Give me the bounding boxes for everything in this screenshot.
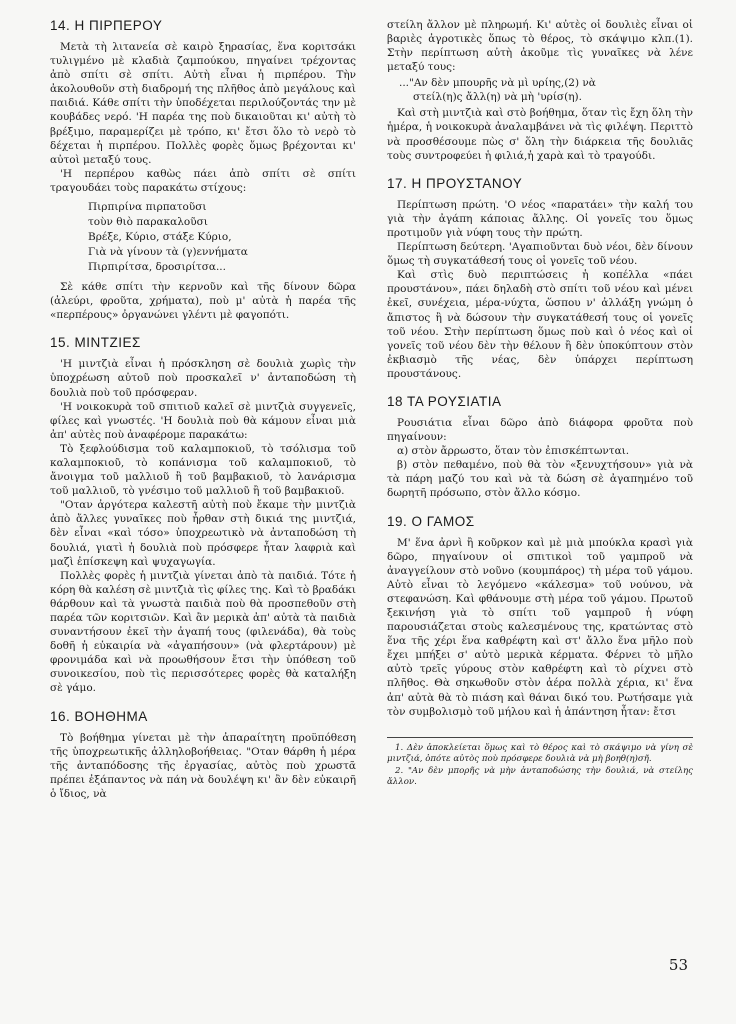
paragraph: α) στὸν ἄρρωστο, ὅταν τὸν ἐπισκέπτωνται.: [397, 445, 630, 458]
verse-line: Πιρπιρίτσα, δροσιρίτσα...: [88, 261, 226, 274]
section-17: [387, 176, 693, 381]
section-18: [387, 394, 693, 501]
paragraph: Πολλὲς φορὲς ἡ μιντζιὰ γίνεται ἀπὸ τὰ παιδιά. Τότε ἡ κόρη θὰ καλέση σὲ μιντζιὰ τὶς φίλες της. Καὶ τὸ βραδάκι θάρθουν καὶ τὰ γνωστὰ παιδιὰ ποὺ θὰ προσπεθοῦν στὴ παρέα τῶν κοριτσιῶν. Καὶ ἂν μερικὰ ἀπ' αὐτὰ τὰ παιδιὰ συναντήσουν ἐκεῖ τὴν ἀγαπή τους (φιλενάδα), θὰ τοὺς δοθῆ ἡ εὐκαιρία νὰ «ἀγαπήσουν» (νὰ φλερτάρουν) μὲ φρονιμάδα καὶ νὰ προωθήσουν ἔτσι τὴν ὑπόθεση τοῦ συνοικεσίου, ποὺ τὶς περισσότερες φορὲς θὰ καταλήξη σὲ γάμο.: [50, 569, 356, 695]
paragraph: Περίπτωση δεύτερη. 'Αγαπιοῦνται δυὸ νέοι, δὲν δίνουν ὅμως τὴ συγκατάθεσή τους οἱ γονεῖς τοῦ νέου.: [387, 241, 693, 268]
paragraph: β) στὸν πεθαμένο, ποὺ θὰ τὸν «ξενυχτήσουν» γιὰ νὰ τὰ πάρη μαζύ του καὶ νὰ τὰ δώση σὲ ἀγαπημένο τοῦ δωρητῆ πρόσωπο, στὸν ἄλλο κόσμο.: [387, 459, 693, 500]
right-column: [387, 18, 693, 789]
quote-line: ..."Αν δὲν μπουρῆς νὰ μὶ υρίης,(2) νὰ: [399, 77, 596, 90]
section-16: [50, 709, 356, 801]
section-15: [50, 335, 356, 695]
paragraph: Ρουσιάτια εἶναι δῶρο ἀπὸ διάφορα φροῦτα ποὺ πηγαίνουν:: [387, 416, 693, 444]
quote-line: στείλ(η)ς ἄλλ(η) νὰ μὴ 'υρίσ(η).: [413, 91, 582, 104]
section-title: 18 ΤΑ ΡΟΥΣΙΑΤΙΑ: [387, 393, 502, 409]
paragraph: Μ' ἕνα ἀρνὶ ἢ κοῦρκον καὶ μὲ μιὰ μπούκλα κρασὶ γιὰ δῶρο, πηγαίνουν οἱ σπιτικοὶ τοῦ γαμπροῦ νὰ ἀναγγείλουν στὸ νοῦνο (κουμπάρος) τὴ μέρα τοῦ γάμου. Αὐτὸ εἶναι τὸ λεγόμενο «κάλεσμα» τοῦ νούνου, νὰ στεφανώση. Καὶ φθάνουμε στὴ μέρα τοῦ γάμου. Πρωτοῦ ξεκινήση γιὰ τὸ σπίτι τοῦ γαμπροῦ ἡ νύφη παρουσιάζεται στοὺς καλεσμένους της, κρατώντας στὸ ἕνα τῆς χέρι ἕνα καθρέφτη καὶ στ' ἄλλο ἕνα μῆλο ποὺ ἔχει μπήξει σ' αὐτὸ μερικὰ κέρματα. Φέρνει τὸ μῆλο αὐτὸ τρεῖς γύρους στὸν καθρέφτη καὶ τὸ ρίχνει στὸ πλῆθος. Θὰ σηκωθοῦν στὸν ἀέρα πολλὰ χέρια, κι' ἕνα ἀπ' αὐτὰ θὰ τὸ πιάση καὶ θάναι δικό του. Ρωτήσαμε γιὰ τὸν συμβολισμὸ τοῦ μήλου καὶ ἡ ἀπάντηση ἦταν: ἔτσι: [387, 536, 693, 718]
section-title: 14. Η ΠΙΡΠΕΡΟΥ: [50, 18, 163, 33]
section-19: [387, 514, 693, 719]
paragraph: 'Η νοικοκυρὰ τοῦ σπιτιοῦ καλεῖ σὲ μιντζιὰ συγγενεῖς, φίλες καὶ γνωστές. 'Η δουλιὰ ποὺ θὰ κάμουν εἶναι μιὰ ἀπ' αὐτὲς ποὺ ἀναφέρομε παρακάτω:: [50, 400, 356, 441]
paragraph: Περίπτωση πρώτη. 'Ο νέος «παρατάει» τὴν καλή του γιὰ τὴν ἀγάπη κάποιας ἄλλης. Οἱ γονεῖς του ὅμως προτιμοῦν γιὰ νύφη τους τὴν πρώτη.: [387, 198, 693, 239]
paragraph: Μετὰ τὴ λιτανεία σὲ καιρὸ ξηρασίας, ἕνα κοριτσάκι τυλιγμένο μὲ κλαδιὰ ζαμπούκου, πηγαίνει τρέχοντας ἀπὸ σπίτι σὲ σπίτι. Αὐτὴ εἶναι ἡ πιρπέρου. Τὴν ἀκολουθοῦν στὴ διαδρομή της πλῆθος ἀπὸ μεγάλους καὶ παιδιά. Κάθε σπίτι τὴν ὑποδέχεται περιλούζοντάς την μὲ κουβάδες νερό. 'Η παρέα της ποὺ δικαιοῦται κι' αὐτὴ τὸ βρέξιμο, παραμερίζει μὲ τρόπο, κι' ἔτσι ὅλο τὸ νερὸ τὸ δέχεται ἡ πιρπέρου. Πολλὲς φορὲς ὅμως βρέχονται κι' αὐτοὶ μεταξύ τους.: [50, 41, 356, 166]
verse-line: τοὺν θιὸ παρακαλοῦσι: [88, 216, 208, 229]
section-title: 19. Ο ΓΑΜΟΣ: [387, 513, 475, 529]
paragraph: 'Η περπέρου καθὼς πάει ἀπὸ σπίτι σὲ σπίτι τραγουδάει τοὺς παρακάτω στίχους:: [50, 167, 356, 194]
paragraph: Καὶ στὶς δυὸ περιπτώσεις ἡ κοπέλλα «πάει προυστάνου», πάει δηλαδὴ στὸ σπίτι τοῦ νέου καὶ μένει ἐκεῖ, συνέχεια, μέρα-νύχτα, ὥσπου ν' ἀλλάξη γνώμη ὁ ἄπιστος ἢ νὰ δώσουν τὴν συγκατάθεσή τους οἱ γονεῖς τοῦ νέου. Στὴν περίπτωση ὅμως ποὺ καὶ ὁ νέος καὶ οἱ γονεῖς τοῦ νέου δὲν τὴν θέλουν ἢ δὲν ὑποκύπτουν στὸν ἐκβιασμὸ τῆς νέας, δὲν ὑπάρχει περίπτωση προυστάνους.: [387, 269, 693, 380]
paragraph: 'Η μιντζιὰ εἶναι ἡ πρόσκληση σὲ δουλιὰ χωρὶς τὴν ὑποχρέωση αὐτοῦ ποὺ προσκαλεῖ ν' ἀνταποδώση τὴ δουλιὰ ποὺ τοῦ πρόσφεραν.: [50, 358, 356, 399]
quoted-saying: [399, 76, 693, 104]
paragraph: Τὸ βοήθημα γίνεται μὲ τὴν ἀπαραίτητη προϋπόθεση τῆς ὑποχρεωτικῆς ἀλληλοβοήθειας. "Οταν θάρθη ἡ μέρα τῆς ἀνταπόδοσης τῆς ἐργασίας, αὐτὸς ποὺ χρωστᾶ πρέπει ἐξάπαντος νὰ πάη νὰ δουλέψη κι' ἂν δὲν εὐκαιρῆ ὁ ἴδιος, νὰ: [50, 731, 356, 800]
section-14: [50, 18, 356, 322]
verse-line: Πιρπιρίνα πιρπατοῦσι: [88, 201, 207, 214]
verse-line: Βρέξε, Κύριο, στάξε Κύριο,: [88, 231, 232, 244]
paragraph: Τὸ ξεφλούδισμα τοῦ καλαμποκιοῦ, τὸ τσόλισμα τοῦ καλαμποκιοῦ, τὸ κοπάνισμα τοῦ καλαμποκιοῦ, τὸ ἄνοιγμα τοῦ μαλλιοῦ ἢ τοῦ βαμβακιοῦ, τὸ λανάρισμα τοῦ μαλλιοῦ, τὸ γνέσιμο τοῦ μαλλιοῦ ἢ τοῦ βαμβακιοῦ.: [50, 442, 356, 498]
paragraph: "Οταν ἀργότερα καλεστῆ αὐτὴ ποὺ ἔκαμε τὴν μιντζιὰ ἀπὸ ἄλλες γυναῖκες ποὺ ἦρθαν στὴ δικιά της μιντζιά, δὲν εἶναι «καὶ τόσο» ὑποχρεωτικὸ νὰ ἀνταποδώση τὴ δουλιά, γιατὶ ἡ δουλιὰ ποὺ πρόσφερε ἦταν λαφριὰ καὶ μαζὶ ἐπίσκεψη καὶ ψυχαγωγία.: [50, 499, 356, 568]
verse-line: Γιὰ νὰ γίνουν τὰ (γ)εννήματα: [88, 246, 248, 259]
left-column: [50, 18, 356, 814]
section-16-continued: [387, 18, 693, 163]
paragraph: Σὲ κάθε σπίτι τὴν κερνοῦν καὶ τῆς δίνουν δῶρα (ἀλεύρι, φροῦτα, χρήματα), ποὺ μ' αὐτὰ ἡ παρέα τῆς «περπέρους» ὀργανώνει γλέντι μὲ φαγοπότι.: [50, 281, 356, 322]
section-title: 16. ΒΟΗΘΗΜΑ: [50, 708, 148, 724]
page-number: 53: [668, 956, 688, 974]
footnotes: [387, 737, 693, 788]
footnote: 2. "Αν δὲν μπορῆς νὰ μὴν ἀνταποδώσης τὴν δουλιά, νὰ στείλης ἄλλον.: [387, 765, 693, 787]
section-title: 17. Η ΠΡΟΥΣΤΑΝΟΥ: [387, 175, 523, 191]
paragraph: Καὶ στὴ μιντζιὰ καὶ στὸ βοήθημα, ὅταν τὶς ἔχη ὅλη τὴν ἡμέρα, ἡ νοικοκυρὰ ἀναλαμβάνει νὰ τὶς φιλέψη. Περιττὸ νὰ προσθέσουμε πὼς σ' ὅλη τὴν διάρκεια τῆς δουλιᾶς τοὺς συντροφεύει ἡ φιλιά,ἡ χαρὰ καὶ τὸ τραγούδι.: [387, 107, 693, 162]
paragraph: στείλη ἄλλον μὲ πληρωμή. Κι' αὐτὲς οἱ δουλιὲς εἶναι οἱ βαριὲς ἀγροτικὲς ὅπως τὸ θέρος, τὸ σκάψιμο κλπ.(1). Στὴν περίπτωση αὐτὴ ἀκοῦμε τὶς γυναῖκες νὰ λένε μεταξύ τους:: [387, 19, 693, 74]
section-title: 15. ΜΙΝΤΖΙΕΣ: [50, 335, 141, 351]
song-verse: [88, 200, 356, 275]
footnote: 1. Δὲν ἀποκλείεται ὅμως καὶ τὸ θέρος καὶ τὸ σκάψιμο νὰ γίνη σὲ μιντζιά, ὁπότε αὐτὸς ποὺ πρόσφερε δουλιὰ νὰ μὴ βοηθ(η)σῆ.: [387, 742, 693, 764]
